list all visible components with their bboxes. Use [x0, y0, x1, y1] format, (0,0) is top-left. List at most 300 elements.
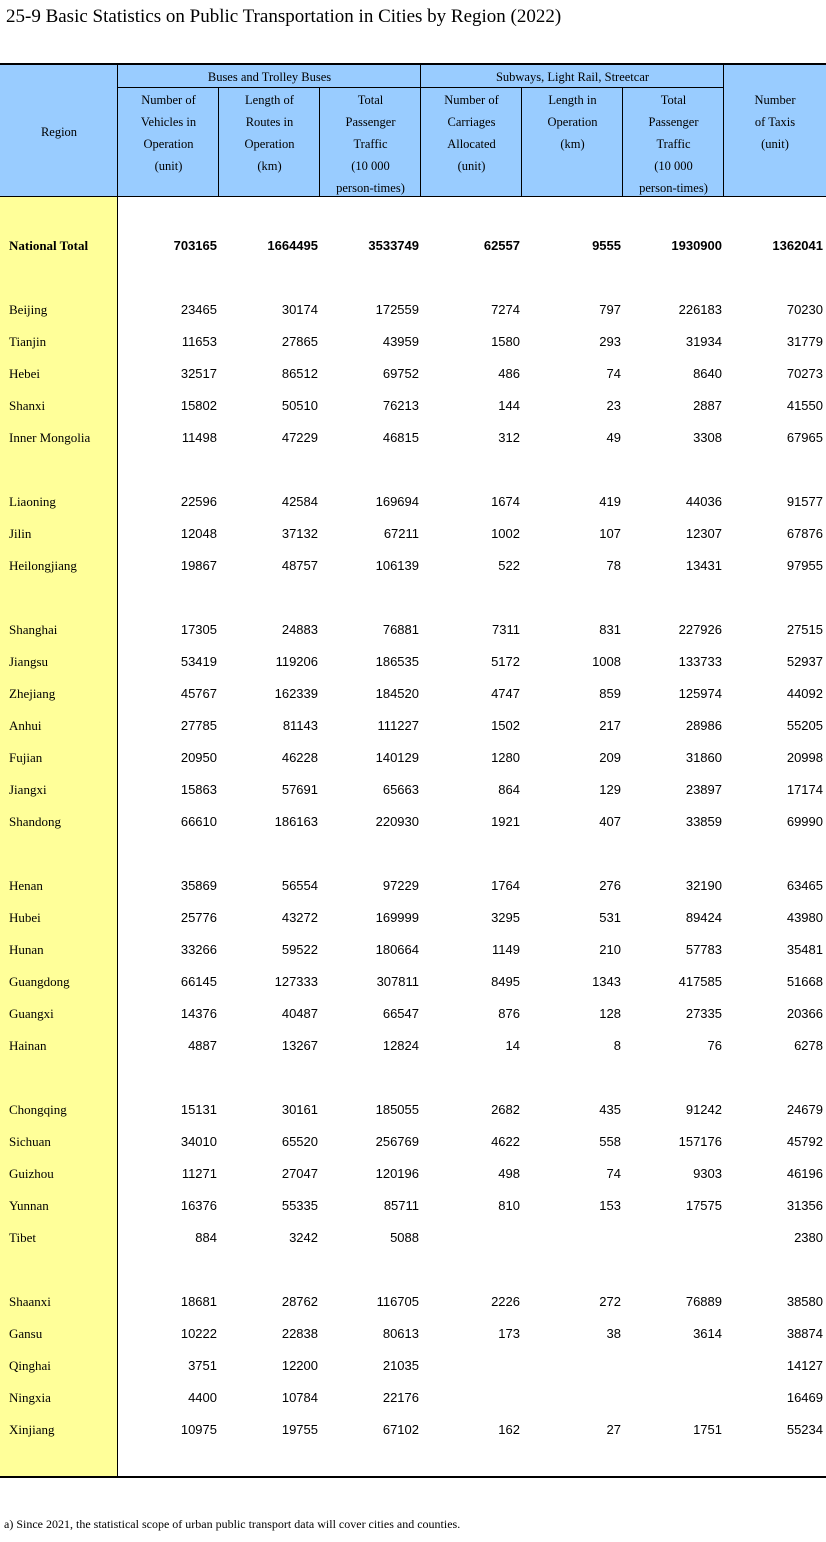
value-cell: 21035 — [382, 1358, 419, 1373]
header-line: (unit) — [761, 137, 789, 151]
region-name: Guangxi — [9, 1006, 54, 1021]
value-cell: 44036 — [685, 494, 722, 509]
region-name: Tibet — [9, 1230, 36, 1245]
value-cell: 169694 — [375, 494, 419, 509]
value-cell: 1674 — [491, 494, 520, 509]
value-cell: 172559 — [375, 302, 419, 317]
table-header — [0, 63, 826, 197]
header-line: Allocated — [447, 137, 496, 151]
header-line: (unit) — [154, 159, 183, 173]
value-cell: 435 — [599, 1102, 621, 1117]
header-divider — [622, 88, 623, 196]
value-cell: 11271 — [181, 1166, 217, 1181]
table-row — [0, 1324, 826, 1344]
value-cell: 703165 — [173, 238, 217, 253]
value-cell: 35869 — [180, 878, 217, 893]
value-cell: 111227 — [377, 718, 419, 733]
region-name: Jiangsu — [9, 654, 48, 669]
value-cell: 12048 — [180, 526, 217, 541]
table-row — [0, 1036, 826, 1056]
header-line: Vehicles in — [140, 115, 197, 129]
value-cell: 48757 — [281, 558, 318, 573]
region-name: Beijing — [9, 302, 48, 317]
value-cell: 67102 — [382, 1422, 419, 1437]
value-cell: 162 — [498, 1422, 520, 1437]
header-line: (10 000 — [351, 159, 390, 173]
value-cell: 53419 — [180, 654, 217, 669]
value-cell: 12307 — [685, 526, 722, 541]
taxis-header — [724, 89, 826, 155]
value-cell: 831 — [599, 622, 621, 637]
value-cell: 3614 — [693, 1326, 722, 1341]
value-cell: 23 — [606, 398, 621, 413]
region-name: Shandong — [9, 814, 61, 829]
value-cell: 56554 — [281, 878, 318, 893]
value-cell: 5088 — [390, 1230, 419, 1245]
value-cell: 37132 — [281, 526, 318, 541]
value-cell: 30174 — [281, 302, 318, 317]
value-cell: 1280 — [491, 750, 520, 765]
bus-routes-header — [219, 89, 320, 177]
subway-length-header — [522, 89, 623, 155]
header-line: (unit) — [457, 159, 486, 173]
value-cell: 884 — [195, 1230, 217, 1245]
value-cell: 65663 — [382, 782, 419, 797]
region-column — [0, 197, 118, 1476]
value-cell: 38 — [606, 1326, 621, 1341]
value-cell: 12824 — [382, 1038, 419, 1053]
value-cell: 76213 — [382, 398, 419, 413]
value-cell: 27865 — [281, 334, 318, 349]
value-cell: 129 — [599, 782, 621, 797]
header-line: Number — [754, 93, 796, 107]
table-row — [0, 1356, 826, 1376]
header-line: (km) — [257, 159, 282, 173]
value-cell: 307811 — [376, 974, 419, 989]
value-cell: 186535 — [375, 654, 419, 669]
value-cell: 3295 — [491, 910, 520, 925]
value-cell: 27047 — [281, 1166, 318, 1181]
value-cell: 186163 — [274, 814, 318, 829]
value-cell: 417585 — [678, 974, 722, 989]
table-row — [0, 492, 826, 512]
value-cell: 1921 — [491, 814, 520, 829]
value-cell: 50510 — [281, 398, 318, 413]
region-name: Gansu — [9, 1326, 43, 1341]
header-line: Passenger — [345, 115, 396, 129]
value-cell: 66547 — [382, 1006, 419, 1021]
region-name: Shanxi — [9, 398, 46, 413]
value-cell: 52937 — [786, 654, 823, 669]
value-cell: 11498 — [181, 430, 217, 445]
value-cell: 67965 — [786, 430, 823, 445]
value-cell: 45792 — [786, 1134, 823, 1149]
value-cell: 276 — [599, 878, 621, 893]
value-cell: 185055 — [375, 1102, 419, 1117]
value-cell: 33266 — [180, 942, 217, 957]
value-cell: 220930 — [375, 814, 419, 829]
value-cell: 55205 — [786, 718, 823, 733]
value-cell: 81143 — [282, 718, 318, 733]
value-cell: 40487 — [281, 1006, 318, 1021]
value-cell: 76 — [707, 1038, 722, 1053]
bus-traffic-header — [320, 89, 421, 199]
value-cell: 4622 — [491, 1134, 520, 1149]
value-cell: 10784 — [281, 1390, 318, 1405]
region-name: Zhejiang — [9, 686, 56, 701]
header-line: Operation — [547, 115, 598, 129]
value-cell: 531 — [599, 910, 621, 925]
region-name: Sichuan — [9, 1134, 51, 1149]
value-cell: 144 — [498, 398, 520, 413]
value-cell: 312 — [498, 430, 520, 445]
value-cell: 4747 — [491, 686, 520, 701]
table-row — [0, 1132, 826, 1152]
value-cell: 57691 — [281, 782, 318, 797]
table-row — [0, 1164, 826, 1184]
value-cell: 256769 — [375, 1134, 419, 1149]
value-cell: 810 — [498, 1198, 520, 1213]
subway-carriages-header — [421, 89, 522, 177]
value-cell: 49 — [606, 430, 621, 445]
value-cell: 63465 — [786, 878, 823, 893]
header-line: Length of — [245, 93, 294, 107]
value-cell: 210 — [599, 942, 621, 957]
bus-vehicles-header — [118, 89, 219, 177]
value-cell: 107 — [599, 526, 621, 541]
value-cell: 140129 — [375, 750, 419, 765]
header-line: person-times) — [336, 181, 405, 195]
table-row — [0, 364, 826, 384]
value-cell: 20950 — [180, 750, 217, 765]
header-line: Passenger — [648, 115, 699, 129]
table-row — [0, 396, 826, 416]
region-name: Yunnan — [9, 1198, 49, 1213]
value-cell: 38580 — [786, 1294, 823, 1309]
value-cell: 74 — [606, 366, 621, 381]
header-line: (km) — [560, 137, 585, 151]
value-cell: 19867 — [180, 558, 217, 573]
table-row — [0, 620, 826, 640]
group-underline — [117, 87, 724, 88]
value-cell: 27515 — [786, 622, 823, 637]
table-row — [0, 652, 826, 672]
value-cell: 69990 — [786, 814, 823, 829]
region-header: Region — [40, 125, 78, 139]
table-row — [0, 1196, 826, 1216]
value-cell: 6278 — [794, 1038, 823, 1053]
value-cell: 8640 — [693, 366, 722, 381]
region-name: Liaoning — [9, 494, 56, 509]
region-name: Xinjiang — [9, 1422, 55, 1437]
value-cell: 46196 — [786, 1166, 823, 1181]
value-cell: 18681 — [180, 1294, 217, 1309]
header-divider — [218, 88, 219, 196]
header-divider — [521, 88, 522, 196]
value-cell: 76881 — [382, 622, 419, 637]
value-cell: 125974 — [678, 686, 722, 701]
value-cell: 70230 — [786, 302, 823, 317]
value-cell: 1149 — [492, 942, 520, 957]
region-name: Shaanxi — [9, 1294, 51, 1309]
table-row — [0, 524, 826, 544]
value-cell: 1664495 — [267, 238, 318, 253]
value-cell: 1362041 — [772, 238, 823, 253]
table-row — [0, 1420, 826, 1440]
region-name: Guizhou — [9, 1166, 54, 1181]
value-cell: 43272 — [281, 910, 318, 925]
header-line: Number of — [444, 93, 499, 107]
value-cell: 15131 — [180, 1102, 217, 1117]
table-row — [0, 1100, 826, 1120]
value-cell: 57783 — [685, 942, 722, 957]
value-cell: 486 — [498, 366, 520, 381]
value-cell: 76889 — [685, 1294, 722, 1309]
value-cell: 41550 — [786, 398, 823, 413]
value-cell: 20998 — [786, 750, 823, 765]
table-row — [0, 556, 826, 576]
header-line: Number of — [141, 93, 196, 107]
table-row — [0, 332, 826, 352]
value-cell: 127333 — [274, 974, 318, 989]
value-cell: 5172 — [491, 654, 520, 669]
table-row — [0, 300, 826, 320]
table-row — [0, 1004, 826, 1024]
region-name: Shanghai — [9, 622, 58, 637]
value-cell: 55234 — [786, 1422, 823, 1437]
header-line: Routes in — [245, 115, 294, 129]
value-cell: 16376 — [180, 1198, 217, 1213]
value-cell: 169999 — [375, 910, 419, 925]
region-name: Hainan — [9, 1038, 47, 1053]
value-cell: 2682 — [491, 1102, 520, 1117]
value-cell: 34010 — [180, 1134, 217, 1149]
buses-group-header: Buses and Trolley Buses — [207, 70, 332, 84]
value-cell: 9555 — [592, 238, 621, 253]
value-cell: 27 — [606, 1422, 621, 1437]
header-line: Traffic — [353, 137, 388, 151]
value-cell: 35481 — [786, 942, 823, 957]
value-cell: 2226 — [491, 1294, 520, 1309]
value-cell: 91242 — [685, 1102, 722, 1117]
value-cell: 91577 — [786, 494, 823, 509]
table-row — [0, 812, 826, 832]
value-cell: 27785 — [180, 718, 217, 733]
value-cell: 31934 — [685, 334, 722, 349]
region-name: Jiangxi — [9, 782, 47, 797]
value-cell: 43980 — [786, 910, 823, 925]
value-cell: 2380 — [794, 1230, 823, 1245]
value-cell: 180664 — [375, 942, 419, 957]
table-row — [0, 972, 826, 992]
region-name: Ningxia — [9, 1390, 51, 1405]
value-cell: 173 — [498, 1326, 520, 1341]
header-line: of Taxis — [754, 115, 796, 129]
value-cell: 43959 — [382, 334, 419, 349]
value-cell: 46815 — [382, 430, 419, 445]
value-cell: 42584 — [281, 494, 318, 509]
value-cell: 24883 — [281, 622, 318, 637]
value-cell: 3533749 — [368, 238, 419, 253]
value-cell: 30161 — [281, 1102, 318, 1117]
table-row — [0, 908, 826, 928]
value-cell: 2887 — [693, 398, 722, 413]
value-cell: 14376 — [180, 1006, 217, 1021]
region-name: Hunan — [9, 942, 44, 957]
region-name: Hubei — [9, 910, 41, 925]
value-cell: 23897 — [685, 782, 722, 797]
header-line: Traffic — [656, 137, 691, 151]
value-cell: 46228 — [281, 750, 318, 765]
header-divider — [420, 65, 421, 196]
value-cell: 3242 — [289, 1230, 318, 1245]
value-cell: 14 — [505, 1038, 520, 1053]
region-name: Qinghai — [9, 1358, 51, 1373]
value-cell: 17174 — [786, 782, 823, 797]
value-cell: 12200 — [281, 1358, 318, 1373]
value-cell: 59522 — [281, 942, 318, 957]
value-cell: 11653 — [181, 334, 217, 349]
table-row — [0, 1228, 826, 1248]
table-bottom-rule — [0, 1476, 826, 1478]
region-name: National Total — [9, 238, 89, 253]
value-cell: 97229 — [382, 878, 419, 893]
table-row — [0, 1388, 826, 1408]
region-name: Hebei — [9, 366, 41, 381]
value-cell: 293 — [599, 334, 621, 349]
value-cell: 22596 — [180, 494, 217, 509]
region-name: Tianjin — [9, 334, 47, 349]
value-cell: 70273 — [786, 366, 823, 381]
value-cell: 876 — [498, 1006, 520, 1021]
value-cell: 45767 — [180, 686, 217, 701]
value-cell: 25776 — [180, 910, 217, 925]
value-cell: 1751 — [693, 1422, 722, 1437]
page-title: 25-9 Basic Statistics on Public Transportation in Cities by Region (2022) — [6, 6, 562, 27]
value-cell: 69752 — [382, 366, 419, 381]
header-line: Carriages — [447, 115, 496, 129]
table-row — [0, 876, 826, 896]
value-cell: 38874 — [786, 1326, 823, 1341]
value-cell: 558 — [599, 1134, 621, 1149]
table-row — [0, 1292, 826, 1312]
table-row — [0, 748, 826, 768]
value-cell: 157176 — [678, 1134, 722, 1149]
value-cell: 31860 — [685, 750, 722, 765]
value-cell: 31356 — [786, 1198, 823, 1213]
value-cell: 1343 — [592, 974, 621, 989]
header-line: Total — [357, 93, 384, 107]
value-cell: 13267 — [281, 1038, 318, 1053]
subway-traffic-header — [623, 89, 724, 199]
value-cell: 1930900 — [671, 238, 722, 253]
value-cell: 47229 — [281, 430, 318, 445]
value-cell: 62557 — [483, 238, 520, 253]
value-cell: 78 — [606, 558, 621, 573]
value-cell: 522 — [498, 558, 520, 573]
value-cell: 22176 — [382, 1390, 419, 1405]
value-cell: 3751 — [188, 1358, 217, 1373]
value-cell: 4400 — [188, 1390, 217, 1405]
header-line: Operation — [244, 137, 295, 151]
value-cell: 17305 — [180, 622, 217, 637]
header-divider — [117, 65, 118, 196]
region-name: Inner Mongolia — [9, 430, 91, 445]
value-cell: 133733 — [678, 654, 722, 669]
value-cell: 498 — [498, 1166, 520, 1181]
value-cell: 65520 — [281, 1134, 318, 1149]
value-cell: 19755 — [281, 1422, 318, 1437]
header-line: person-times) — [639, 181, 708, 195]
table-row — [0, 428, 826, 448]
value-cell: 10222 — [180, 1326, 217, 1341]
value-cell: 7274 — [491, 302, 520, 317]
national-total-row — [0, 236, 826, 256]
region-name: Guangdong — [9, 974, 70, 989]
value-cell: 14127 — [786, 1358, 823, 1373]
value-cell: 31779 — [786, 334, 823, 349]
value-cell: 55335 — [281, 1198, 318, 1213]
value-cell: 32517 — [180, 366, 217, 381]
value-cell: 116705 — [376, 1294, 419, 1309]
value-cell: 24679 — [786, 1102, 823, 1117]
value-cell: 85711 — [383, 1198, 419, 1213]
region-name: Jilin — [9, 526, 32, 541]
value-cell: 86512 — [281, 366, 318, 381]
value-cell: 153 — [599, 1198, 621, 1213]
value-cell: 23465 — [180, 302, 217, 317]
value-cell: 66145 — [180, 974, 217, 989]
value-cell: 119206 — [275, 654, 318, 669]
region-name: Henan — [9, 878, 43, 893]
value-cell: 209 — [599, 750, 621, 765]
value-cell: 217 — [599, 718, 621, 733]
value-cell: 28986 — [685, 718, 722, 733]
value-cell: 162339 — [274, 686, 318, 701]
value-cell: 67211 — [383, 526, 419, 541]
header-line: Length in — [548, 93, 597, 107]
value-cell: 44092 — [786, 686, 823, 701]
header-line: Total — [660, 93, 687, 107]
value-cell: 227926 — [678, 622, 722, 637]
header-line: Operation — [143, 137, 194, 151]
value-cell: 106139 — [375, 558, 419, 573]
value-cell: 864 — [498, 782, 520, 797]
header-divider — [723, 65, 724, 196]
value-cell: 67876 — [786, 526, 823, 541]
value-cell: 407 — [599, 814, 621, 829]
value-cell: 28762 — [281, 1294, 318, 1309]
value-cell: 7311 — [492, 622, 520, 637]
value-cell: 51668 — [786, 974, 823, 989]
value-cell: 13431 — [685, 558, 722, 573]
value-cell: 74 — [606, 1166, 621, 1181]
region-column-divider — [117, 197, 118, 1476]
value-cell: 4887 — [188, 1038, 217, 1053]
value-cell: 8 — [613, 1038, 621, 1053]
footnote: a) Since 2021, the statistical scope of urban public transport data will cover cities and counties. — [4, 1517, 461, 1531]
value-cell: 1502 — [491, 718, 520, 733]
table-row — [0, 716, 826, 736]
value-cell: 1580 — [491, 334, 520, 349]
value-cell: 419 — [599, 494, 621, 509]
header-divider — [319, 88, 320, 196]
value-cell: 15802 — [180, 398, 217, 413]
value-cell: 16469 — [786, 1390, 823, 1405]
table-row — [0, 780, 826, 800]
value-cell: 89424 — [685, 910, 722, 925]
value-cell: 1764 — [491, 878, 520, 893]
